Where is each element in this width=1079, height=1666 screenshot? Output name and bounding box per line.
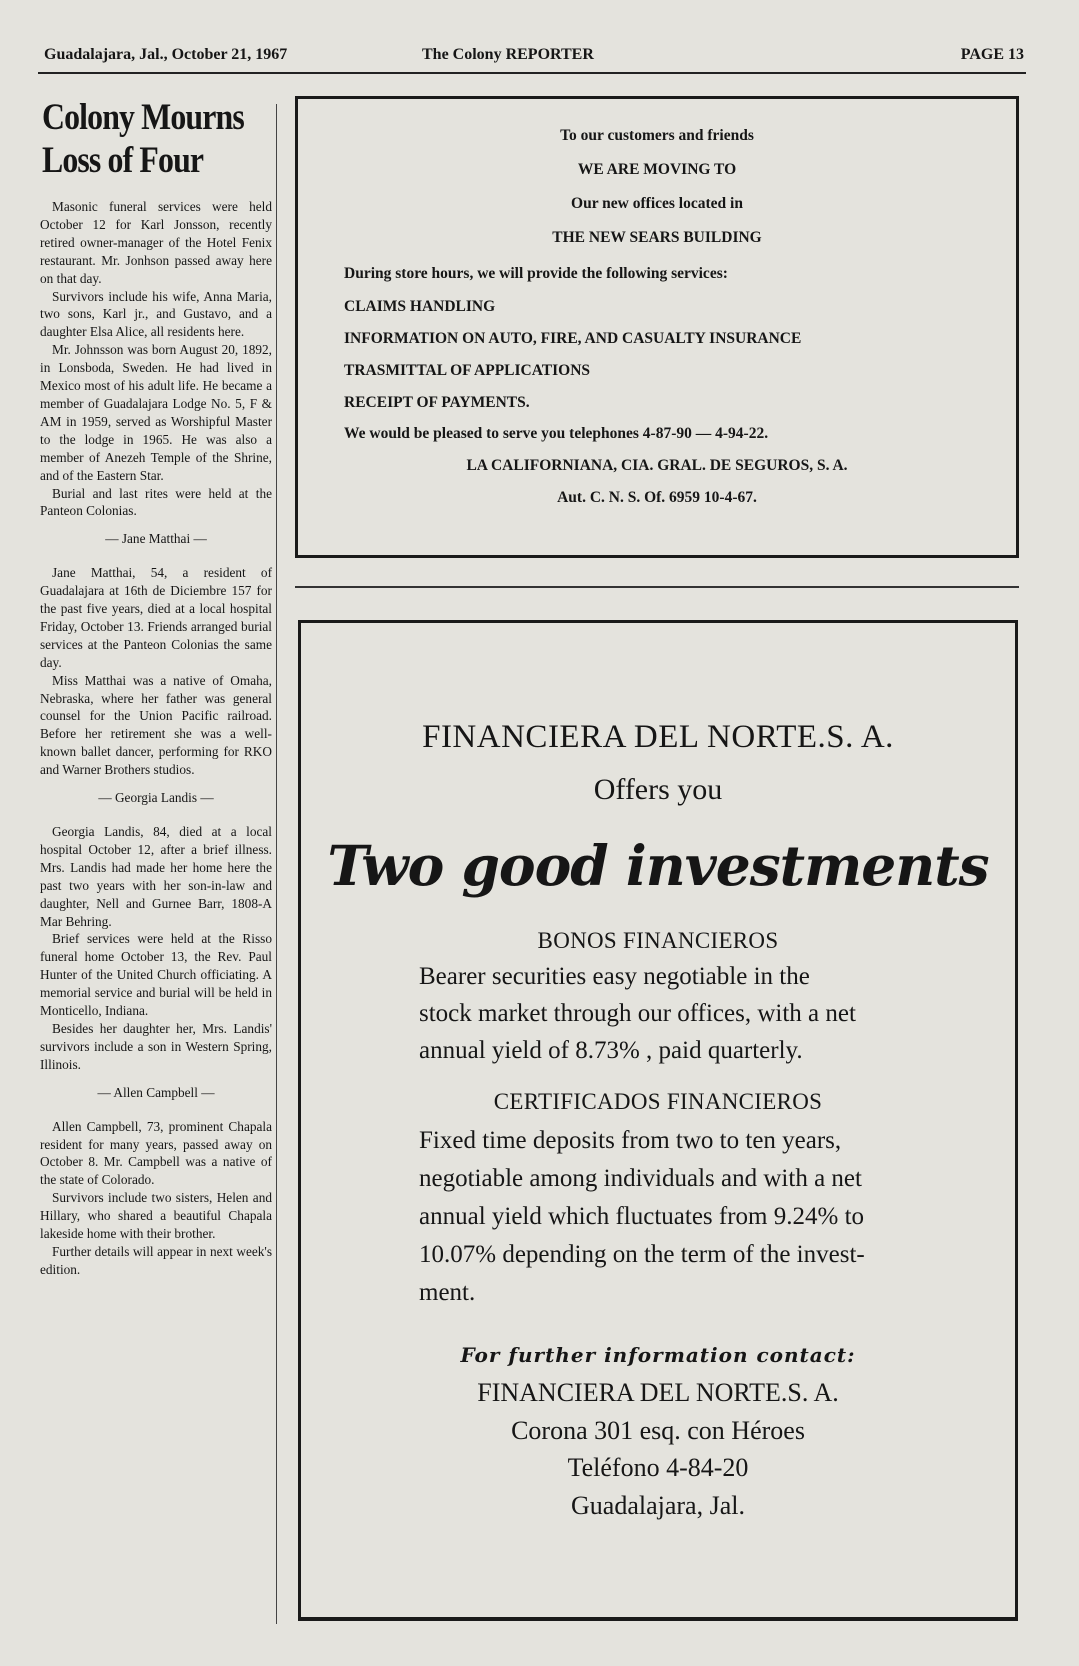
ad-line: To our customers and friends — [560, 127, 754, 144]
ad-line: WE ARE MOVING TO — [577, 161, 737, 178]
paragraph: Mr. Johnsson was born August 20, 1892, in Lonsboda, Sweden. He had lived in Mexico most of his adult life. He became a member of Guadalajara Lodge No. 5, F & AM in 1959, served as Worshipful Master to the lodge in 1965. He was also a member of Anezeh Temple of the Shrine, and of the Eastern Star. — [40, 342, 272, 483]
bonos-line: annual yield of 8.73% , paid quarterly. — [419, 1037, 803, 1064]
ad-line: During store hours, we will provide the following services: — [344, 265, 728, 282]
header-rule — [38, 72, 1026, 74]
ad-line: We would be pleased to serve you telephones 4-87-90 — 4-94-22. — [344, 425, 769, 442]
paragraph: Georgia Landis, 84, died at a local hospital October 12, after a brief illness. Mrs. Landis had made her home here the past two years with her son-in-law and daughter, Nell and Gurnee Barr, 1808-A Mar Behring. — [40, 824, 272, 929]
column-divider — [276, 104, 277, 1624]
paragraph: Burial and last rites were held at the Panteon Colonias. — [40, 485, 272, 519]
bonos-line: Bearer securities easy negotiable in the — [419, 963, 810, 990]
financiera-advertisement — [298, 620, 1018, 1620]
bonos-title: BONOS FINANCIEROS — [537, 928, 779, 953]
address-line: Guadalajara, Jal. — [571, 1491, 745, 1520]
contact-line: For further information contact: — [460, 1343, 856, 1367]
paragraph: Allen Campbell, 73, prominent Chapala resident for many years, passed away on October 8. Mr. Campbell was a native of the state of Colorado. — [40, 1118, 272, 1188]
cert-line: annual yield which fluctuates from 9.24% to — [419, 1203, 865, 1230]
address-line: Teléfono 4-84-20 — [567, 1453, 749, 1482]
address-line: Corona 301 esq. con Héroes — [511, 1416, 805, 1445]
page-header — [44, 46, 1024, 72]
paragraph: Brief services were held at the Risso funeral home October 13, the Rev. Paul Hunter of the United Church officiating. A memorial service and burial will be held in Monticello, Indiana. — [40, 931, 272, 1019]
address-line: FINANCIERA DEL NORTE.S. A. — [477, 1378, 839, 1407]
ad-line: LA CALIFORNIANA, CIA. GRAL. DE SEGUROS, S. A. — [466, 457, 848, 474]
bonos-line: stock market through our offices, with a net — [419, 1000, 856, 1027]
subhead-jane-matthai: — Jane Matthai — — [105, 531, 207, 547]
page-number: PAGE 13 — [960, 46, 1024, 63]
paragraph: Jane Matthai, 54, a resident of Guadalajara at 16th de Diciembre 157 for the past five years, died at a local hospital Friday, October 13. Friends arranged burial services at the Panteon Colonias the same day. — [40, 565, 272, 670]
ad-line: CLAIMS HANDLING — [344, 298, 496, 315]
paragraph: Further details will appear in next week's edition. — [40, 1243, 272, 1277]
ad-line: THE NEW SEARS BUILDING — [552, 229, 762, 246]
ad-line: Aut. C. N. S. Of. 6959 10-4-67. — [557, 489, 757, 506]
ad-line: RECEIPT OF PAYMENTS. — [344, 394, 530, 411]
moving-advertisement — [295, 96, 1019, 558]
separator-rule — [295, 586, 1019, 588]
obituary-column — [40, 96, 272, 1279]
paragraph: Masonic funeral services were held October 12 for Karl Jonsson, recently retired owner-manager of the Hotel Fenix restaurant. Mr. Jonhson passed away here on that day. — [40, 199, 272, 286]
subhead-allen-campbell: — Allen Campbell — — [97, 1084, 215, 1100]
subhead-georgia-landis: — Georgia Landis — — [98, 790, 214, 806]
cert-line: ment. — [419, 1279, 476, 1306]
ad-line: INFORMATION ON AUTO, FIRE, AND CASUALTY INSURANCE — [344, 330, 802, 347]
masthead: The Colony REPORTER — [422, 46, 594, 63]
bottom-rule — [298, 1618, 1018, 1621]
offers-line: Offers you — [593, 773, 723, 806]
certificados-title: CERTIFICADOS FINANCIEROS — [493, 1089, 823, 1114]
cert-line: 10.07% depending on the term of the invest- — [419, 1241, 865, 1268]
article-headline: Colony Mourns Loss of Four — [42, 97, 244, 181]
investments-headline: Two good investments — [327, 833, 989, 898]
paragraph: Survivors include his wife, Anna Maria, two sons, Karl jr., and Gustavo, and a daughter Elsa Alice, all residents here. — [40, 288, 272, 340]
dateline: Guadalajara, Jal., October 21, 1967 — [44, 46, 288, 63]
ad-line: Our new offices located in — [571, 195, 743, 212]
company-name: FINANCIERA DEL NORTE.S. A. — [422, 719, 894, 755]
cert-line: negotiable among individuals and with a net — [419, 1165, 862, 1192]
ad-line: TRASMITTAL OF APPLICATIONS — [344, 362, 591, 379]
paragraph: Miss Matthai was a native of Omaha, Nebraska, where her father was general counsel for the Union Pacific railroad. Before her retirement she was a well-known ballet dancer, performing for RKO and Warner Brothers studios. — [40, 672, 272, 778]
cert-line: Fixed time deposits from two to ten years, — [419, 1127, 842, 1154]
paragraph: Besides her daughter her, Mrs. Landis' survivors include a son in Western Spring, Illinois. — [40, 1020, 272, 1072]
paragraph: Survivors include two sisters, Helen and Hillary, who shared a beautiful Chapala lakeside home with their brother. — [40, 1190, 272, 1242]
